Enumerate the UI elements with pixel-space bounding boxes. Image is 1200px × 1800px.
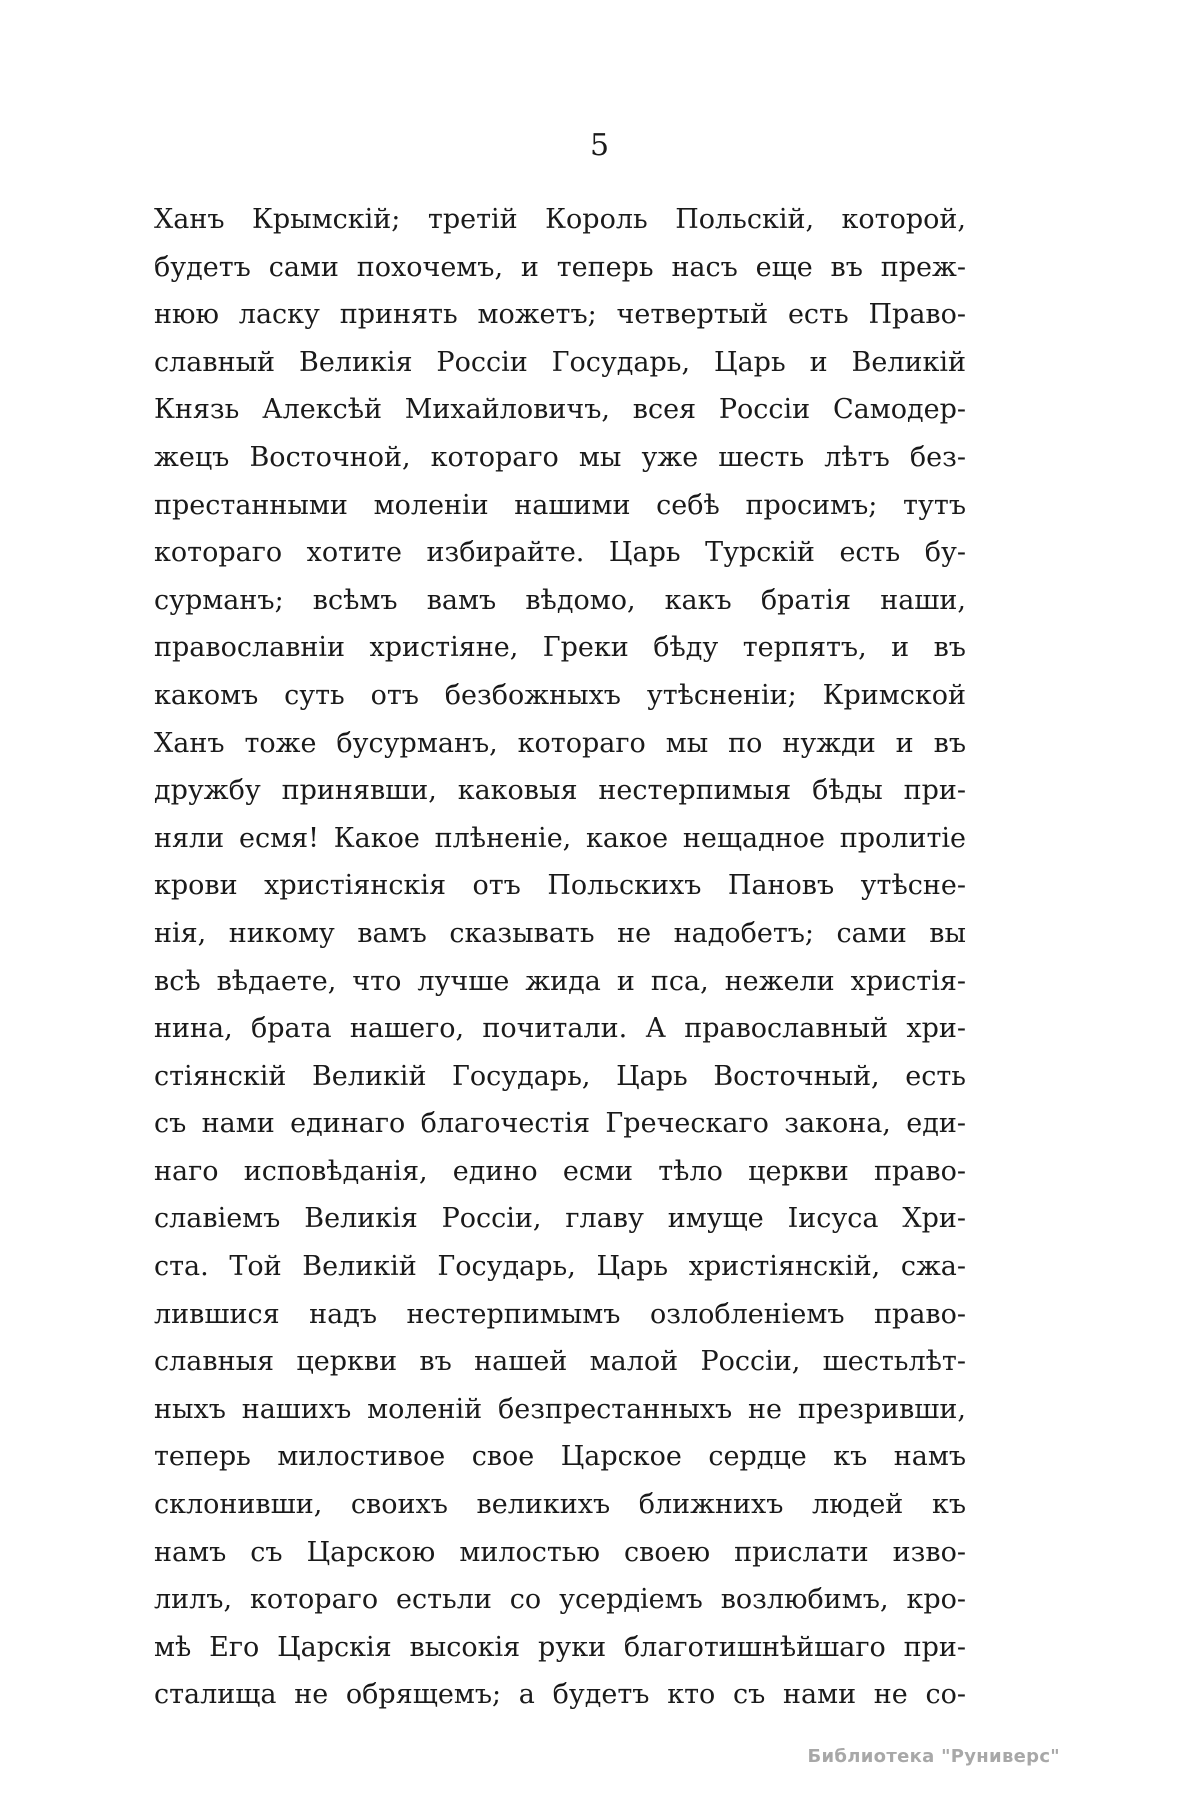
text-line: сталища не обрящемъ; а будетъ кто съ нами не со- [154, 1679, 966, 1711]
text-line: нія, никому вамъ сказывать не надобетъ; сами вы [154, 917, 966, 949]
text-line: крови христіянскія отъ Польскихъ Пановъ утѣсне- [154, 870, 966, 902]
text-line: славный Великія Россіи Государь, Царь и Великій [154, 346, 966, 378]
text-line: лилъ, котораго естьли со усердіемъ возлюбимъ, кро- [154, 1584, 966, 1616]
text-line: мѣ Его Царскія высокія руки благотишнѣйшаго при- [154, 1631, 966, 1663]
text-line: сурманъ; всѣмъ вамъ вѣдомо, какъ братія наши, [154, 584, 966, 616]
body-text [154, 196, 966, 1719]
text-line: ныхъ нашихъ моленій безпрестанныхъ не презривши, [154, 1393, 966, 1425]
text-line: дружбу принявши, каковыя нестерпимыя бѣды при- [154, 775, 966, 807]
text-line: нюю ласку принять можетъ; четвертый есть Право- [154, 299, 966, 331]
text-line: теперь милостивое свое Царское сердце къ намъ [154, 1441, 966, 1473]
text-line: стіянскій Великій Государь, Царь Восточный, есть [154, 1060, 966, 1092]
text-line: котораго хотите избирайте. Царь Турскій есть бу- [154, 537, 966, 569]
text-line: жецъ Восточной, котораго мы уже шесть лѣтъ без- [154, 441, 966, 473]
text-line: съ нами единаго благочестія Греческаго закона, еди- [154, 1108, 966, 1140]
page-number: 5 [589, 128, 611, 163]
text-line: намъ съ Царскою милостью своею прислати изво- [154, 1536, 966, 1568]
text-line: престанными моленіи нашими себѣ просимъ; тутъ [154, 489, 966, 521]
text-line: всѣ вѣдаете, что лучше жида и пса, нежели христія- [154, 965, 966, 997]
text-line: славіемъ Великія Россіи, главу имуще Іисуса Хри- [154, 1203, 966, 1235]
text-line: православніи христіяне, Греки бѣду терпятъ, и въ [154, 632, 966, 664]
text-line: наго исповѣданія, едино есми тѣло церкви право- [154, 1155, 966, 1187]
text-line: склонивши, своихъ великихъ ближнихъ людей къ [154, 1489, 966, 1521]
text-line: Ханъ Крымскій; третій Король Польскій, которой, [154, 204, 966, 235]
library-watermark: Библиотека "Руниверс" [807, 1746, 1060, 1767]
text-line: какомъ суть отъ безбожныхъ утѣсненіи; Кримской [154, 679, 966, 711]
text-line: лившися надъ нестерпимымъ озлобленіемъ право- [154, 1298, 966, 1330]
text-line: будетъ сами похочемъ, и теперь насъ еще въ преж- [154, 251, 966, 283]
text-line: няли есмя! Какое плѣненіе, какое нещадное пролитіе [154, 822, 966, 854]
text-line: Князь Алексѣй Михайловичъ, всея Россіи Самодер- [154, 394, 966, 426]
text-line: Ханъ тоже бусурманъ, котораго мы по нужди и въ [154, 727, 966, 759]
text-line: славныя церкви въ нашей малой Россіи, шестьлѣт- [154, 1346, 966, 1378]
text-line: ста. Той Великій Государь, Царь христіянскій, сжа- [154, 1251, 966, 1283]
text-line: нина, брата нашего, почитали. А православный хри- [154, 1013, 966, 1045]
